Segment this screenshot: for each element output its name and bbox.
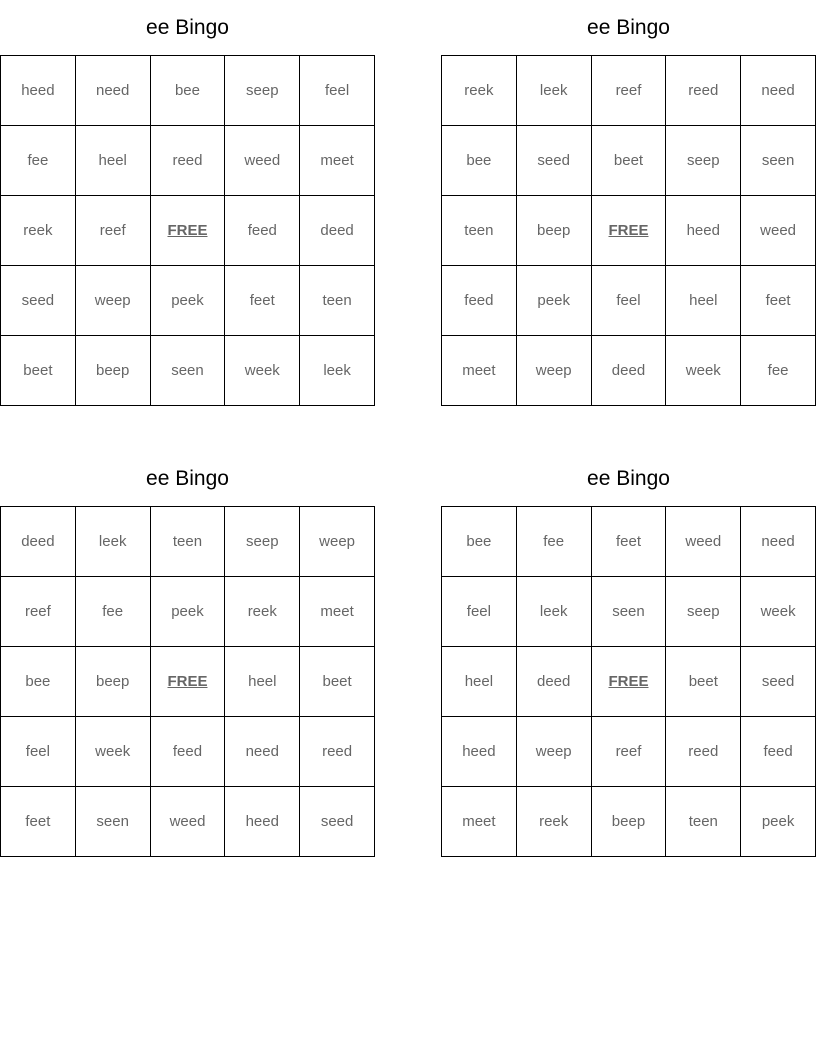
bingo-grid xyxy=(441,506,816,857)
bingo-cell: feet xyxy=(225,266,300,336)
bingo-cell: reef xyxy=(76,196,151,266)
bingo-cell: teen xyxy=(442,196,517,266)
bingo-cell: need xyxy=(76,56,151,126)
bingo-cell: weed xyxy=(151,787,226,857)
bingo-cell: weed xyxy=(225,126,300,196)
bingo-cell: need xyxy=(741,56,816,126)
bingo-cell: feet xyxy=(592,507,667,577)
card-title: ee Bingo xyxy=(587,15,670,39)
bingo-cell: weep xyxy=(517,717,592,787)
bingo-cell: week xyxy=(741,577,816,647)
bingo-cell: seep xyxy=(666,577,741,647)
bingo-cell: heed xyxy=(666,196,741,266)
bingo-cell: reek xyxy=(225,577,300,647)
bingo-cell: teen xyxy=(666,787,741,857)
bingo-cell: meet xyxy=(300,577,375,647)
bingo-cell: reef xyxy=(1,577,76,647)
bingo-cell: peek xyxy=(741,787,816,857)
bingo-cell: feel xyxy=(300,56,375,126)
bingo-grid xyxy=(0,55,375,406)
bingo-cell: fee xyxy=(1,126,76,196)
bingo-cell: reed xyxy=(666,717,741,787)
bingo-grid xyxy=(0,506,375,857)
bingo-card-3 xyxy=(0,451,375,857)
bingo-card-2 xyxy=(441,0,816,406)
bingo-cell: feel xyxy=(592,266,667,336)
bingo-cell: weed xyxy=(666,507,741,577)
bingo-cell: reek xyxy=(1,196,76,266)
bingo-cell: reed xyxy=(666,56,741,126)
bingo-card-1 xyxy=(0,0,375,406)
bingo-cell: seen xyxy=(76,787,151,857)
bingo-cell: weep xyxy=(300,507,375,577)
bingo-cell: beep xyxy=(76,336,151,406)
bingo-cell: seed xyxy=(1,266,76,336)
bingo-cell: seed xyxy=(741,647,816,717)
bingo-cell: seep xyxy=(666,126,741,196)
card-title: ee Bingo xyxy=(146,466,229,490)
bingo-cell: weep xyxy=(517,336,592,406)
bingo-cell: week xyxy=(666,336,741,406)
bingo-cell: need xyxy=(741,507,816,577)
bingo-cell: feel xyxy=(1,717,76,787)
bingo-cell: week xyxy=(225,336,300,406)
bingo-cell: feet xyxy=(741,266,816,336)
bingo-cell: bee xyxy=(1,647,76,717)
bingo-cell: deed xyxy=(592,336,667,406)
bingo-cell: heed xyxy=(1,56,76,126)
bingo-cell: beet xyxy=(1,336,76,406)
bingo-cell: deed xyxy=(1,507,76,577)
bingo-cell: seep xyxy=(225,56,300,126)
bingo-cell: bee xyxy=(442,507,517,577)
bingo-cell: reed xyxy=(151,126,226,196)
free-space-cell: FREE xyxy=(151,647,226,717)
bingo-cell: reef xyxy=(592,56,667,126)
bingo-cell: week xyxy=(76,717,151,787)
bingo-cell: peek xyxy=(151,577,226,647)
bingo-cell: peek xyxy=(517,266,592,336)
bingo-cell: feed xyxy=(151,717,226,787)
bingo-cell: deed xyxy=(300,196,375,266)
free-space-cell: FREE xyxy=(592,647,667,717)
bingo-cell: seen xyxy=(151,336,226,406)
bingo-cell: beet xyxy=(300,647,375,717)
bingo-cell: reef xyxy=(592,717,667,787)
bingo-cell: seed xyxy=(300,787,375,857)
bingo-cell: feel xyxy=(442,577,517,647)
bingo-cell: teen xyxy=(151,507,226,577)
bingo-cell: leek xyxy=(76,507,151,577)
bingo-cell: heed xyxy=(442,717,517,787)
bingo-card-4 xyxy=(441,451,816,857)
bingo-cell: heel xyxy=(225,647,300,717)
bingo-cell: beep xyxy=(76,647,151,717)
bingo-cell: feed xyxy=(741,717,816,787)
bingo-cell: beet xyxy=(592,126,667,196)
bingo-cell: feed xyxy=(225,196,300,266)
bingo-cell: leek xyxy=(517,56,592,126)
bingo-cell: meet xyxy=(442,336,517,406)
bingo-cell: heel xyxy=(442,647,517,717)
card-title: ee Bingo xyxy=(587,466,670,490)
bingo-cell: heed xyxy=(225,787,300,857)
bingo-cell: seed xyxy=(517,126,592,196)
bingo-cell: heel xyxy=(666,266,741,336)
bingo-cell: need xyxy=(225,717,300,787)
bingo-cell: reek xyxy=(517,787,592,857)
bingo-cell: seep xyxy=(225,507,300,577)
bingo-cell: seen xyxy=(592,577,667,647)
bingo-cell: leek xyxy=(517,577,592,647)
bingo-cell: fee xyxy=(517,507,592,577)
bingo-cell: seen xyxy=(741,126,816,196)
bingo-cell: reed xyxy=(300,717,375,787)
bingo-cell: bee xyxy=(151,56,226,126)
bingo-cell: weed xyxy=(741,196,816,266)
bingo-cell: deed xyxy=(517,647,592,717)
bingo-cell: meet xyxy=(300,126,375,196)
bingo-grid xyxy=(441,55,816,406)
bingo-cell: fee xyxy=(76,577,151,647)
bingo-cell: beet xyxy=(666,647,741,717)
bingo-cell: fee xyxy=(741,336,816,406)
free-space-cell: FREE xyxy=(151,196,226,266)
bingo-cell: beep xyxy=(517,196,592,266)
card-title: ee Bingo xyxy=(146,15,229,39)
free-space-cell: FREE xyxy=(592,196,667,266)
bingo-cell: leek xyxy=(300,336,375,406)
bingo-cell: meet xyxy=(442,787,517,857)
bingo-cell: weep xyxy=(76,266,151,336)
bingo-cell: beep xyxy=(592,787,667,857)
bingo-cell: feet xyxy=(1,787,76,857)
bingo-cell: peek xyxy=(151,266,226,336)
bingo-cell: reek xyxy=(442,56,517,126)
bingo-cell: bee xyxy=(442,126,517,196)
bingo-cell: heel xyxy=(76,126,151,196)
bingo-cell: teen xyxy=(300,266,375,336)
bingo-cell: feed xyxy=(442,266,517,336)
